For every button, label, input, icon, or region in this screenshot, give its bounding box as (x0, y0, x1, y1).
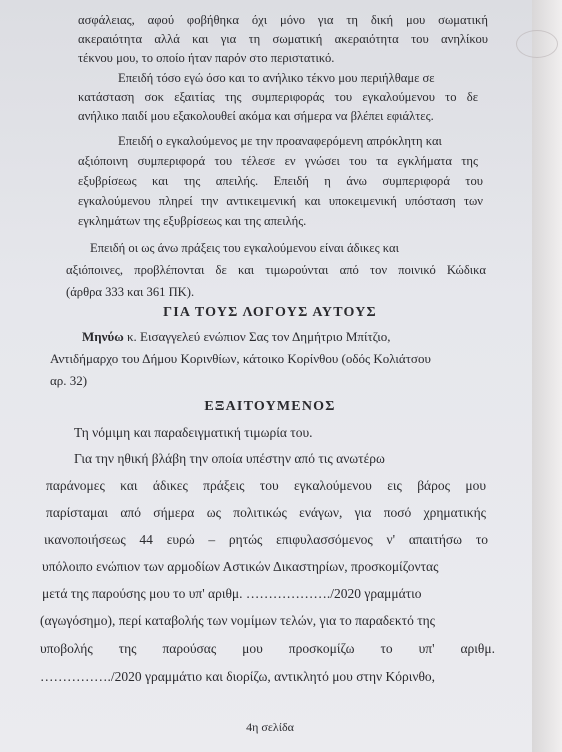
body-line: (άρθρα 333 και 361 ΠΚ). (66, 285, 195, 299)
section-heading-reasons: ΓΙΑ ΤΟΥΣ ΛΟΓΟΥΣ ΑΥΤΟΥΣ (163, 305, 377, 320)
body-line: τέκνου μου, το οποίο ήταν παρόν στο περιστατικό. (78, 51, 335, 65)
body-line: ακεραιότητα αλλά και για τη σωματική ακεραιότητα του ανηλίκου (78, 32, 488, 46)
accuse-verb: Μηνύω (82, 329, 124, 344)
request-line: μετά της παρούσης μου το υπ' αριθμ. ………………./2020 γραμμάτιο (42, 586, 422, 601)
request-line: παρίσταμαι από σήμερα ως πολιτικώς ενάγων, για ποσό χρηματικής (46, 505, 486, 520)
stamp-fragment (516, 30, 558, 58)
body-line: εγκλημάτων της εξυβρίσεως και της απειλής. (78, 214, 307, 228)
body-line: Επειδή τόσο εγώ όσο και το ανήλικο τέκνο μου περιήλθαμε σε (118, 71, 435, 85)
request-line: Τη νόμιμη και παραδειγματική τιμωρία του. (74, 425, 313, 440)
body-line: Επειδή ο εγκαλούμενος με την προαναφερόμενη απρόκλητη και (118, 134, 442, 148)
request-line: ικανοποιήσεως 44 ευρώ – ρητώς επιφυλασσόμενος ν' απαιτήσω το (44, 532, 488, 547)
body-line: εγκαλούμενου πληρεί την αντικειμενική και υποκειμενική υπόσταση των (78, 194, 483, 208)
body-line: αξιόποινες, προβλέπονται δε και τιμωρούνται από τον ποινικό Κώδικα (66, 263, 486, 277)
request-line: υποβολής της παρούσας μου προσκομίζω το υπ' αριθμ. (40, 641, 495, 656)
body-line: εξυβρίσεως και της απειλής. Επειδή η άνω συμπεριφορά του (78, 174, 483, 188)
request-line: παράνομες και άδικες πράξεις του εγκαλούμενου εις βάρος μου (46, 478, 486, 493)
accusation-line (82, 329, 391, 345)
body-line: ασφάλειας, αφού φοβήθηκα όχι μόνο για τη δική μου σωματική (78, 13, 488, 27)
body-line: αξιόποινη συμπεριφορά του τέλεσε εν γνώσει του τα εγκλήματα της (78, 154, 478, 168)
section-heading-request: ΕΞΑΙΤΟΥΜΕΝΟΣ (204, 399, 336, 414)
request-line: υπόλοιπο ενώπιον των αρμοδίων Αστικών Δικαστηρίων, προσκομίζοντας (42, 559, 439, 574)
accusation-line: αρ. 32) (50, 373, 88, 388)
underlying-page-edge (532, 0, 562, 752)
request-line: ……………./2020 γραμμάτιο και διορίζω, αντικλητό μου στην Κόρινθο, (40, 669, 436, 684)
accuse-text: κ. Εισαγγελεύ ενώπιον Σας τον Δημήτριο Μπίτζιο, (123, 329, 391, 344)
body-line: ανήλικο παιδί μου εξακολουθεί ακόμα και σήμερα να βλέπει εφιάλτες. (78, 109, 434, 123)
body-line: κατάσταση σοκ εξαιτίας της συμπεριφοράς του εγκαλούμενου το δε (78, 90, 478, 104)
request-line: Για την ηθική βλάβη την οποία υπέστην από τις ανωτέρω (74, 451, 385, 466)
body-line: Επειδή οι ως άνω πράξεις του εγκαλούμενου είναι άδικες και (90, 241, 399, 255)
accusation-line: Αντιδήμαρχο του Δήμου Κορινθίων, κάτοικο Κορίνθου (οδός Κολιάτσου (50, 351, 431, 366)
request-line: (αγωγόσημο), περί καταβολής των νομίμων τελών, για το παραδεκτό της (40, 613, 436, 628)
page-number: 4η σελίδα (246, 720, 294, 734)
